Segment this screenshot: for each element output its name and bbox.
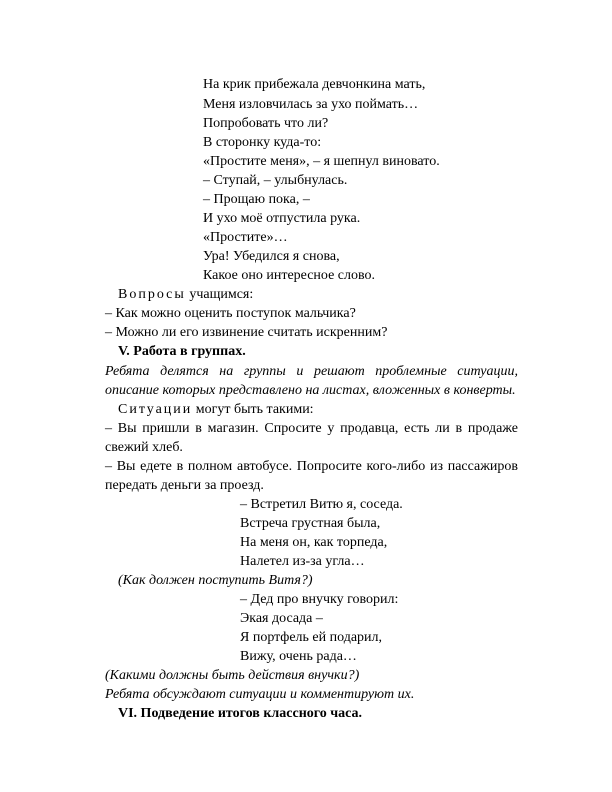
situation-line: – Вы пришли в магазин. Спросите у продавца, есть ли в продаже (105, 421, 518, 436)
poem3-line: Экая досада – (240, 611, 323, 626)
poem3-line: – Дед про внучку говорил: (240, 592, 399, 607)
question-item: – Как можно оценить поступок мальчика? (105, 306, 356, 321)
question-item: – Можно ли его извинение считать искренним? (105, 325, 388, 340)
questions-intro (118, 287, 253, 303)
situation-line: передать деньги за проезд. (105, 478, 264, 493)
poem1-line: Какое оно интересное слово. (203, 268, 376, 283)
poem2-line: Встреча грустная была, (240, 516, 381, 531)
situation-line: – Вы едете в полном автобусе. Попросите кого-либо из пассажиров (105, 459, 518, 474)
poem1-line: – Прощаю пока, – (203, 192, 310, 207)
poem1-line: В сторонку куда-то: (203, 135, 322, 150)
poem1-line: Ура! Убедился я снова, (203, 249, 340, 264)
question-note: (Какими должны быть действия внучки?) (105, 668, 360, 683)
poem3-line: Я портфель ей подарил, (240, 630, 383, 645)
poem1-line: – Ступай, – улыбнулась. (203, 173, 348, 188)
section-heading: V. Работа в группах. (118, 344, 246, 359)
situations-label: Ситуации (118, 402, 193, 417)
situations-intro (118, 402, 314, 418)
question-note: (Как должен поступить Витя?) (118, 573, 313, 588)
section-intro-line: Ребята делятся на группы и решают проблемные ситуации, (105, 364, 518, 379)
poem1-line: На крик прибежала девчонкина мать, (203, 77, 426, 92)
poem2-line: Налетел из-за угла… (240, 554, 365, 569)
questions-label: Вопросы (118, 287, 186, 302)
discussion-note: Ребята обсуждают ситуации и комментируют их. (105, 687, 415, 702)
poem2-line: На меня он, как торпеда, (240, 535, 388, 550)
questions-label-rest: учащимся: (185, 287, 254, 302)
poem1-line: И ухо моё отпустила рука. (203, 211, 361, 226)
poem2-line: – Встретил Витю я, соседа. (240, 497, 403, 512)
poem3-line: Вижу, очень рада… (240, 649, 357, 664)
section-heading: VI. Подведение итогов классного часа. (118, 706, 363, 721)
poem1-line: «Простите»… (203, 230, 288, 245)
section-intro-line: описание которых представлено на листах, вложенных в конверты. (105, 383, 516, 398)
situations-label-rest: могут быть такими: (192, 402, 314, 417)
poem1-line: «Простите меня», – я шепнул виновато. (203, 154, 440, 169)
situation-line: свежий хлеб. (105, 440, 183, 455)
poem1-line: Попробовать что ли? (203, 116, 329, 131)
poem1-line: Меня изловчилась за ухо поймать… (203, 97, 419, 112)
